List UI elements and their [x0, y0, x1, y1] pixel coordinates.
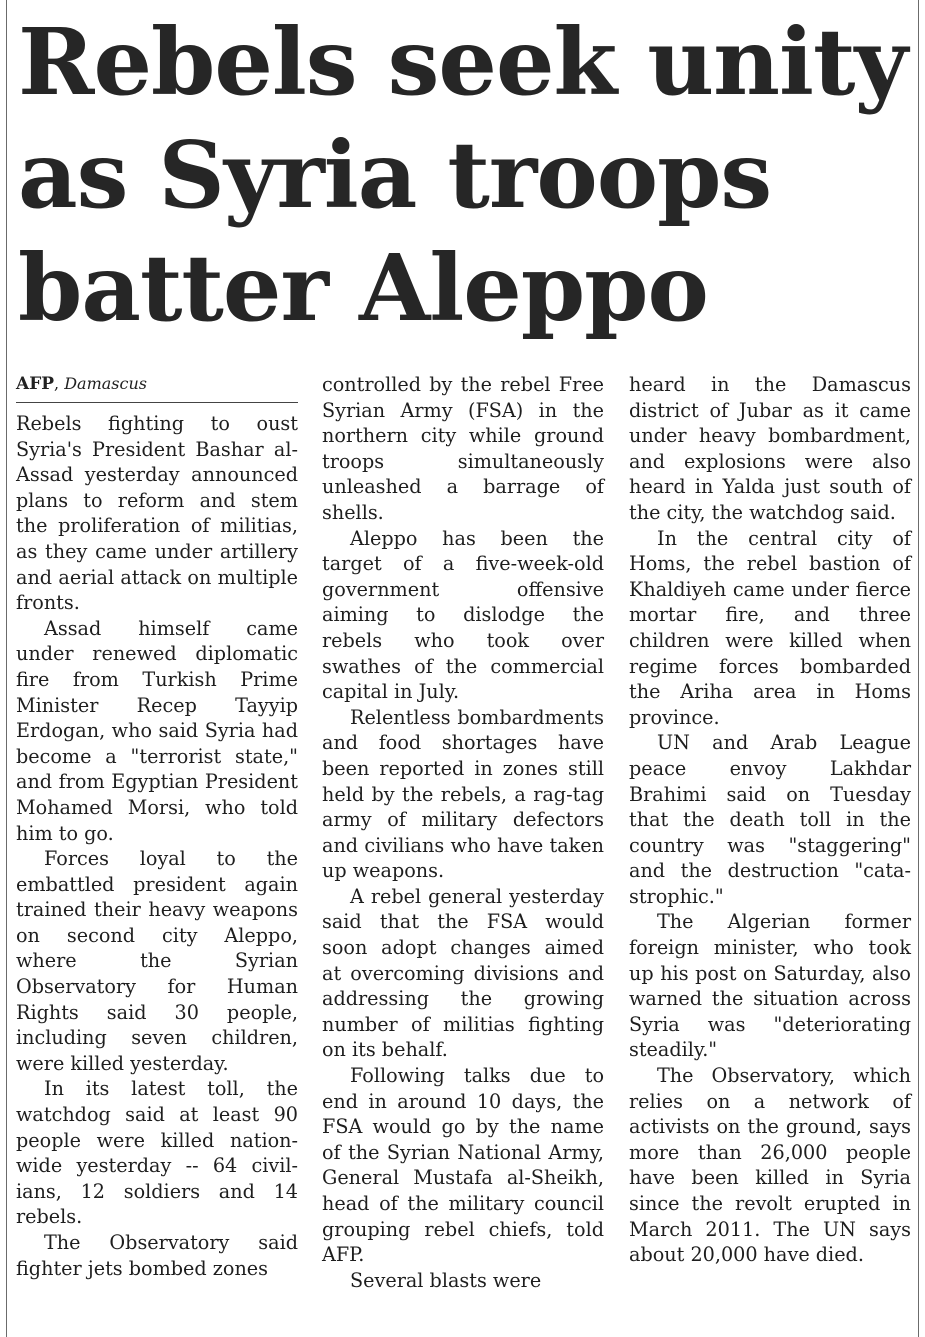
paragraph: Assad himself came under renewed diplomatic fire from Turkish Prime Minister Recep Tayyip Erdogan, who said Syria had become a "terrorist state," and from Egyptian President Mohamed Morsi, who told him to go.	[16, 616, 298, 845]
paragraph: controlled by the rebel Free Syrian Army (FSA) in the northern city while ground troops simultaneously unleashed a barrage of shells.	[322, 373, 604, 524]
paragraph: Rebels fighting to oust Syria's President Bashar al-Assad yesterday announced plans to reform and stem the proliferation of militias, as they came under artillery and aerial attack on multiple fronts.	[16, 412, 298, 615]
paragraph: UN and Arab League peace envoy Lakhdar Brahimi said on Tuesday that the death toll in the country was "staggering" and the destruction "catastrophic."	[629, 731, 911, 908]
paragraph: In its latest toll, the watchdog said at least 90 people were killed nationwide yesterday -- 64 civilians, 12 soldiers and 14 rebels.	[16, 1077, 298, 1229]
left-border-rule	[6, 0, 7, 1337]
headline	[18, 6, 908, 345]
right-border-rule	[918, 0, 919, 1337]
paragraph: The Observatory said fighter jets bombed zones	[16, 1231, 298, 1280]
paragraph: Aleppo has been the target of a five-week-old government offensive aiming to dislodge the rebels who took over swathes of the commercial capital in July.	[322, 526, 604, 704]
paragraph: Relentless bombardments and food shortages have been reported in zones still held by the rebels, a rag-tag army of military defectors and civilians who have taken up weapons.	[322, 705, 604, 883]
paragraph: The Algerian former foreign minister, who took up his post on Saturday, also warned the situation across Syria was "deteriorating steadily."	[629, 910, 911, 1062]
paragraph: Forces loyal to the embattled president again trained their heavy weapons on second city Aleppo, where the Syrian Observatory for Human Rights said 30 people, including seven children, were killed yesterday.	[16, 847, 298, 1075]
headline-line: as Syria troops	[18, 121, 772, 229]
article-column-3	[629, 372, 911, 1268]
paragraph: Several blasts were	[350, 1268, 542, 1292]
paragraph: In the central city of Homs, the rebel bastion of Khaldiyeh came under fierce mortar fire, and three children were killed when regime forces bombarded the Ariha area in Homs province.	[629, 526, 911, 729]
paragraph: A rebel general yesterday said that the FSA would soon adopt changes aimed at overcoming divisions and addressing the growing number of militias fighting on its behalf.	[322, 884, 604, 1062]
byline-separator: ,	[54, 374, 65, 393]
headline-line: batter Aleppo	[18, 234, 708, 342]
paragraph: Following talks due to end in around 10 days, the FSA would go by the name of the Syrian National Army, General Mustafa al-Sheikh, head of the military council grouping rebel chiefs, told AFP.	[322, 1064, 604, 1267]
byline	[16, 372, 298, 403]
article-column-2	[322, 372, 604, 1293]
byline-agency: AFP	[16, 374, 55, 394]
byline-dateline: Damascus	[64, 374, 147, 393]
headline-line: Rebels seek unity	[18, 8, 907, 116]
paragraph: heard in the Damascus district of Jubar as it came under heavy bombardment, and explosions were also heard in Yalda just south of the city, the watchdog said.	[629, 373, 911, 524]
article-column-1	[16, 372, 298, 1281]
paragraph: The Observatory, which relies on a network of activists on the ground, says more than 26,000 people have been killed in Syria since the revolt erupted in March 2011. The UN says about 20,000 have died.	[629, 1064, 911, 1267]
